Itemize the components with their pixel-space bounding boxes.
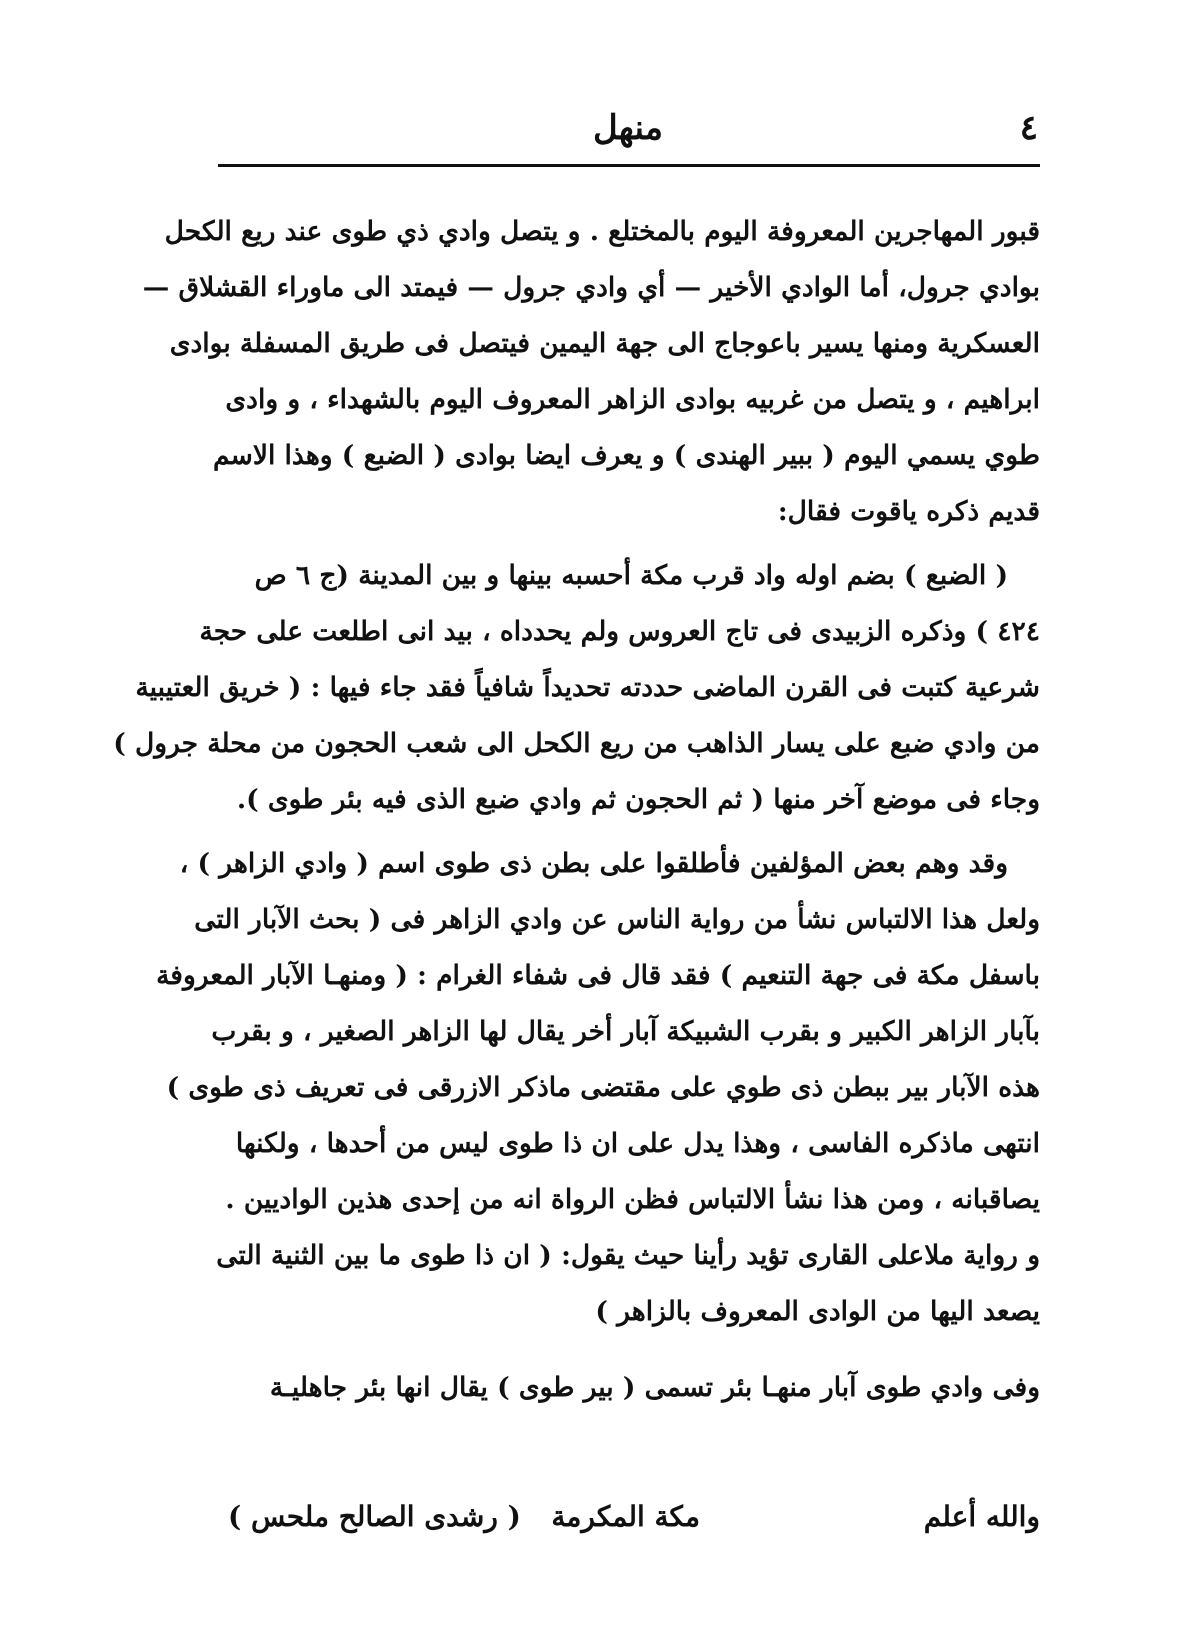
text-line: وفى وادي طوى آبار منهـا بئر تسمى ( بير طوى ) يقال انها بئر جاهليـة [269,1372,1040,1403]
text-line: وجاء فى موضع آخر منها ( ثم الحجون ثم وادي ضبع الذى فيه بئر طوى ). [236,784,1040,815]
text-line: شرعية كتبت فى القرن الماضى حددته تحديداً شافياً فقد جاء فيها : ( خريق العتيبية [135,672,1040,703]
page-header [218,108,1038,158]
paragraph-2 [113,548,1040,828]
text-line: طوي يسمي اليوم ( ببير الهندى ) و يعرف ايضا بوادى ( الضبع ) وهذا الاسم [213,440,1040,471]
text-line: هذه الآبار بير ببطن ذى طوي على مقتضى ماذكر الازرقى فى تعريف ذى طوى ) [166,1072,1040,1103]
text-line: قديم ذكره ياقوت فقال: [777,496,1040,527]
text-line: يصاقبانه ، ومن هذا نشأ الالتباس فظن الرواة انه من إحدى هذين الواديين . [225,1184,1040,1215]
text-line: و رواية ملاعلى القارى تؤيد رأينا حيث يقول: ( ان ذا طوى ما بين الثنية التى [216,1240,1040,1271]
text-line: انتهى ماذكره الفاسى ، وهذا يدل على ان ذا طوى ليس من أحدها ، ولكنها [235,1128,1040,1159]
author-name: ( رشدى الصالح ملحس ) [228,1500,521,1533]
paragraph-gap [218,540,1040,548]
text-line: ٤٢٤ ) وذكره الزبيدى فى تاج العروس ولم يحدداه ، بيد انى اطلعت على حجة [199,616,1040,647]
paragraph-gap [218,828,1040,836]
article-body [113,204,1040,1416]
text-line: من وادي ضبع على يسار الذاهب من ريع الكحل الى شعب الحجون من محلة جرول ) [113,728,1040,759]
signature-place: مكة المكرمة [551,1500,700,1533]
text-line: ولعل هذا الالتباس نشأ من رواية الناس عن وادي الزاهر فى ( بحث الآبار التى [194,904,1040,935]
text-line: بآبار الزاهر الكبير و بقرب الشبيكة آبار أخر يقال لها الزاهر الصغير ، و بقرب [211,1016,1040,1047]
signature-line [218,1500,1040,1560]
header-rule [218,164,1040,167]
paragraph-gap [218,1340,1040,1360]
paragraph-4 [218,1360,1040,1416]
closing-phrase: والله أعلم [923,1500,1040,1533]
text-line: يصعد اليها من الوادى المعروف بالزاهر ) [595,1296,1040,1327]
text-line: ( الضبع ) بضم اوله واد قرب مكة أحسبه بينها و بين المدينة (ج ٦ ص [254,560,1008,591]
page-number: ٤ [1019,108,1038,148]
text-line: وقد وهم بعض المؤلفين فأطلقوا على بطن ذى طوى اسم ( وادي الزاهر ) ، [179,848,1008,879]
paragraph-3 [156,836,1040,1340]
paragraph-1 [142,204,1040,540]
text-line: بوادي جرول، أما الوادي الأخير — أي وادي جرول — فيمتد الى ماوراء القشلاق — [142,272,1040,303]
running-title: منهل [593,108,663,148]
text-line: ابراهيم ، و يتصل من غربيه بوادى الزاهر المعروف اليوم بالشهداء ، و وادى [225,384,1040,415]
text-line: قبور المهاجرين المعروفة اليوم بالمختلع . و يتصل وادي ذي طوى عند ريع الكحل [164,216,1040,247]
text-line: باسفل مكة فى جهة التنعيم ) فقد قال فى شفاء الغرام : ( ومنهـا الآبار المعروفة [156,960,1040,991]
text-line: العسكرية ومنها يسير باعوجاج الى جهة اليمين فيتصل فى طريق المسفلة بوادى [169,328,1040,359]
